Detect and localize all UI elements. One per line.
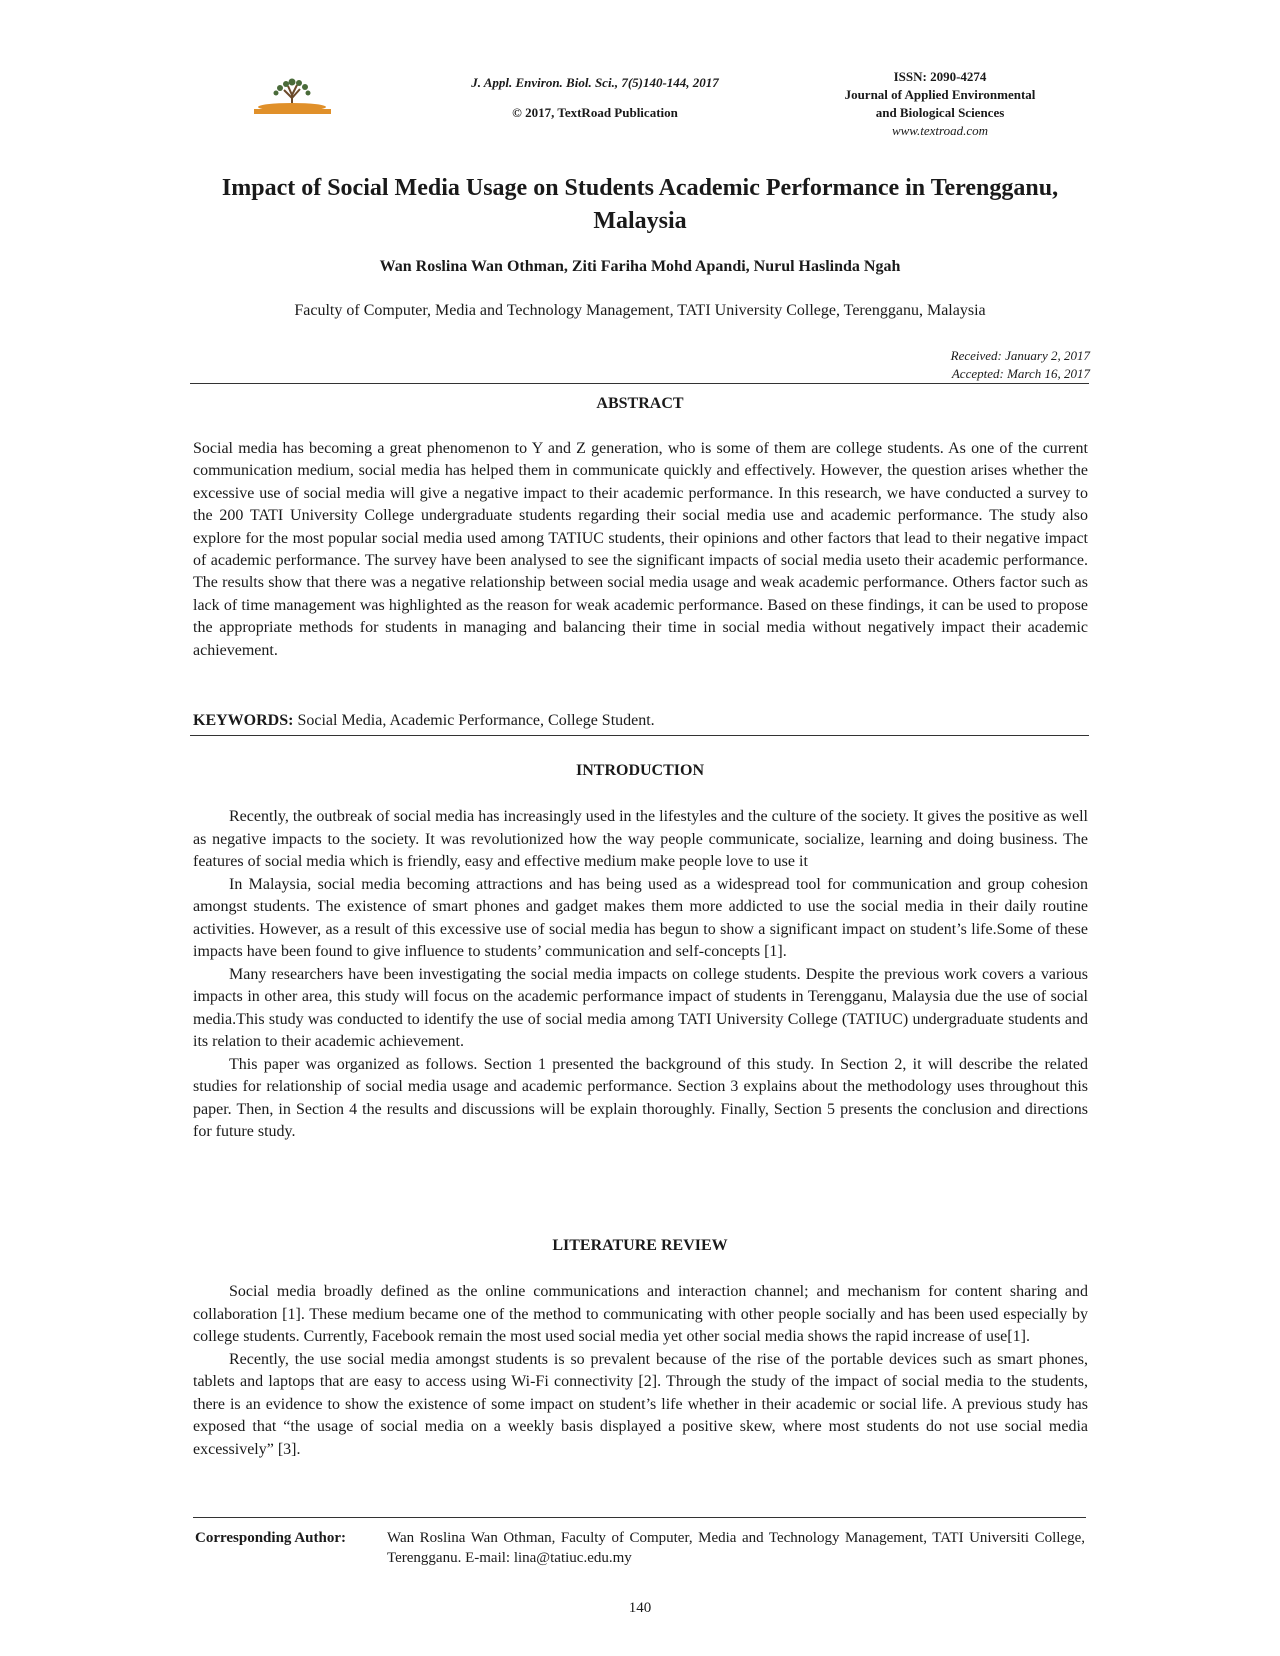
intro-paragraph: Many researchers have been investigating the social media impacts on college students. Despite the previous work covers a various impacts in other area, this study will focus on the academic performance impact of students in Terengganu, Malaysia due the use of social media.This study was conducted to identify the use of social media among TATI University College (TATIUC) undergraduate students and its relation to their academic achievement. xyxy=(193,965,1088,1050)
journal-website[interactable]: www.textroad.com xyxy=(891,123,989,138)
tree-logo-icon xyxy=(250,76,335,116)
corresponding-author-footnote xyxy=(195,1528,1085,1568)
footnote-rule xyxy=(193,1517,1086,1518)
lit-paragraph: Recently, the use social media amongst students is so prevalent because of the rise of the portable devices such as smart phones, tablets and laptops that are easy to access using Wi-Fi connectivity [2]. Through the study of the impact of social media to the students, there is an evidence to show the existence of some impact on student’s life whether in their academic or social life. A previous study has exposed that “the usage of social media on a weekly basis displayed a positive skew, where most students do not use social media excessively” [3]. xyxy=(193,1350,1088,1458)
keywords-label: KEYWORDS: xyxy=(193,712,294,729)
intro-paragraph: In Malaysia, social media becoming attractions and has being used as a widespread tool for communication and group cohesion amongst students. The existence of smart phones and gadget makes them more addicted to use the social media in their daily routine activities. However, as a result of this excessive use of social media has begun to show a significant impact on student’s life.Some of these impacts have been found to give influence to students’ communication and self-concepts [1]. xyxy=(193,875,1088,960)
literature-review-heading: LITERATURE REVIEW xyxy=(552,1237,728,1254)
abstract-bottom-rule xyxy=(190,735,1089,736)
introduction-body xyxy=(193,806,1088,1144)
intro-paragraph: This paper was organized as follows. Section 1 presented the background of this study. In Section 2, it will describe the related studies for relationship of social media usage and academic performance. Section 3 explains about the methodology uses throughout this paper. Then, in Section 4 the results and discussions will be explain thoroughly. Finally, Section 5 presents the conclusion and directions for future study. xyxy=(193,1055,1088,1140)
journal-header-center xyxy=(420,68,770,128)
intro-paragraph: Recently, the outbreak of social media has increasingly used in the lifestyles and the culture of the society. It gives the positive as well as negative impacts to the society. It was revolutionized how the way people communicate, socialize, learning and doing business. The features of social media which is friendly, easy and effective medium make people love to use it xyxy=(193,808,1088,870)
submission-dates xyxy=(951,347,1090,383)
issn: ISSN: 2090-4274 xyxy=(893,69,987,84)
paper-affiliation: Faculty of Computer, Media and Technology Management, TATI University College, Terengganu, Malaysia xyxy=(294,302,986,319)
received-date: Received: January 2, 2017 xyxy=(950,348,1090,363)
copyright-line: © 2017, TextRoad Publication xyxy=(512,105,678,120)
accepted-date: Accepted: March 16, 2017 xyxy=(951,366,1090,381)
literature-review-body xyxy=(193,1281,1088,1461)
keywords-line xyxy=(193,712,1088,730)
journal-header-right xyxy=(790,68,1090,140)
abstract-text: Social media has becoming a great phenomenon to Y and Z generation, who is some of them are college students. As one of the current communication medium, social media has helped them in communicate quickly and effectively. However, the question arises whether the excessive use of social media will give a negative impact to their academic performance. In this research, we have conducted a survey to the 200 TATI University College undergraduate students regarding their social media use and academic performance. The study also explore for the most popular social media used among TATIUC students, their opinions and other factors that lead to their negative impact of academic performance. The survey have been analysed to see the significant impacts of social media useto their academic performance. The results show that there was a negative relationship between social media usage and weak academic performance. Others factor such as lack of time management was highlighted as the reason for weak academic performance. Based on these findings, it can be used to propose the appropriate methods for students in managing and balancing their time in social media without negatively impact their academic achievement. xyxy=(193,440,1088,659)
journal-name-line2: and Biological Sciences xyxy=(875,105,1005,120)
footnote-text: Wan Roslina Wan Othman, Faculty of Computer, Media and Technology Management, TATI Universiti College, Terengganu. E-mail: lina@tatiuc.edu.my xyxy=(387,1530,1085,1566)
textroad-logo xyxy=(250,76,335,116)
paper-title: Impact of Social Media Usage on Students Academic Performance in Terengganu, Malaysia xyxy=(221,175,1059,234)
keywords-list: Social Media, Academic Performance, College Student. xyxy=(297,712,655,729)
journal-name-line1: Journal of Applied Environmental xyxy=(844,87,1036,102)
abstract-heading: ABSTRACT xyxy=(596,395,684,412)
lit-paragraph: Social media broadly defined as the online communications and interaction channel; and mechanism for content sharing and collaboration [1]. These medium became one of the method to communicating with other people socially and has been used especially by college students. Currently, Facebook remain the most used social media yet other social media shows the rapid increase of use[1]. xyxy=(193,1283,1088,1345)
page-number: 140 xyxy=(628,1600,652,1616)
footnote-label: Corresponding Author: xyxy=(195,1530,346,1546)
paper-authors: Wan Roslina Wan Othman, Ziti Fariha Mohd Apandi, Nurul Haslinda Ngah xyxy=(379,258,901,275)
introduction-heading: INTRODUCTION xyxy=(575,762,704,779)
abstract-top-rule xyxy=(190,383,1089,384)
journal-citation: J. Appl. Environ. Biol. Sci., 7(5)140-144, 2017 xyxy=(471,75,719,90)
